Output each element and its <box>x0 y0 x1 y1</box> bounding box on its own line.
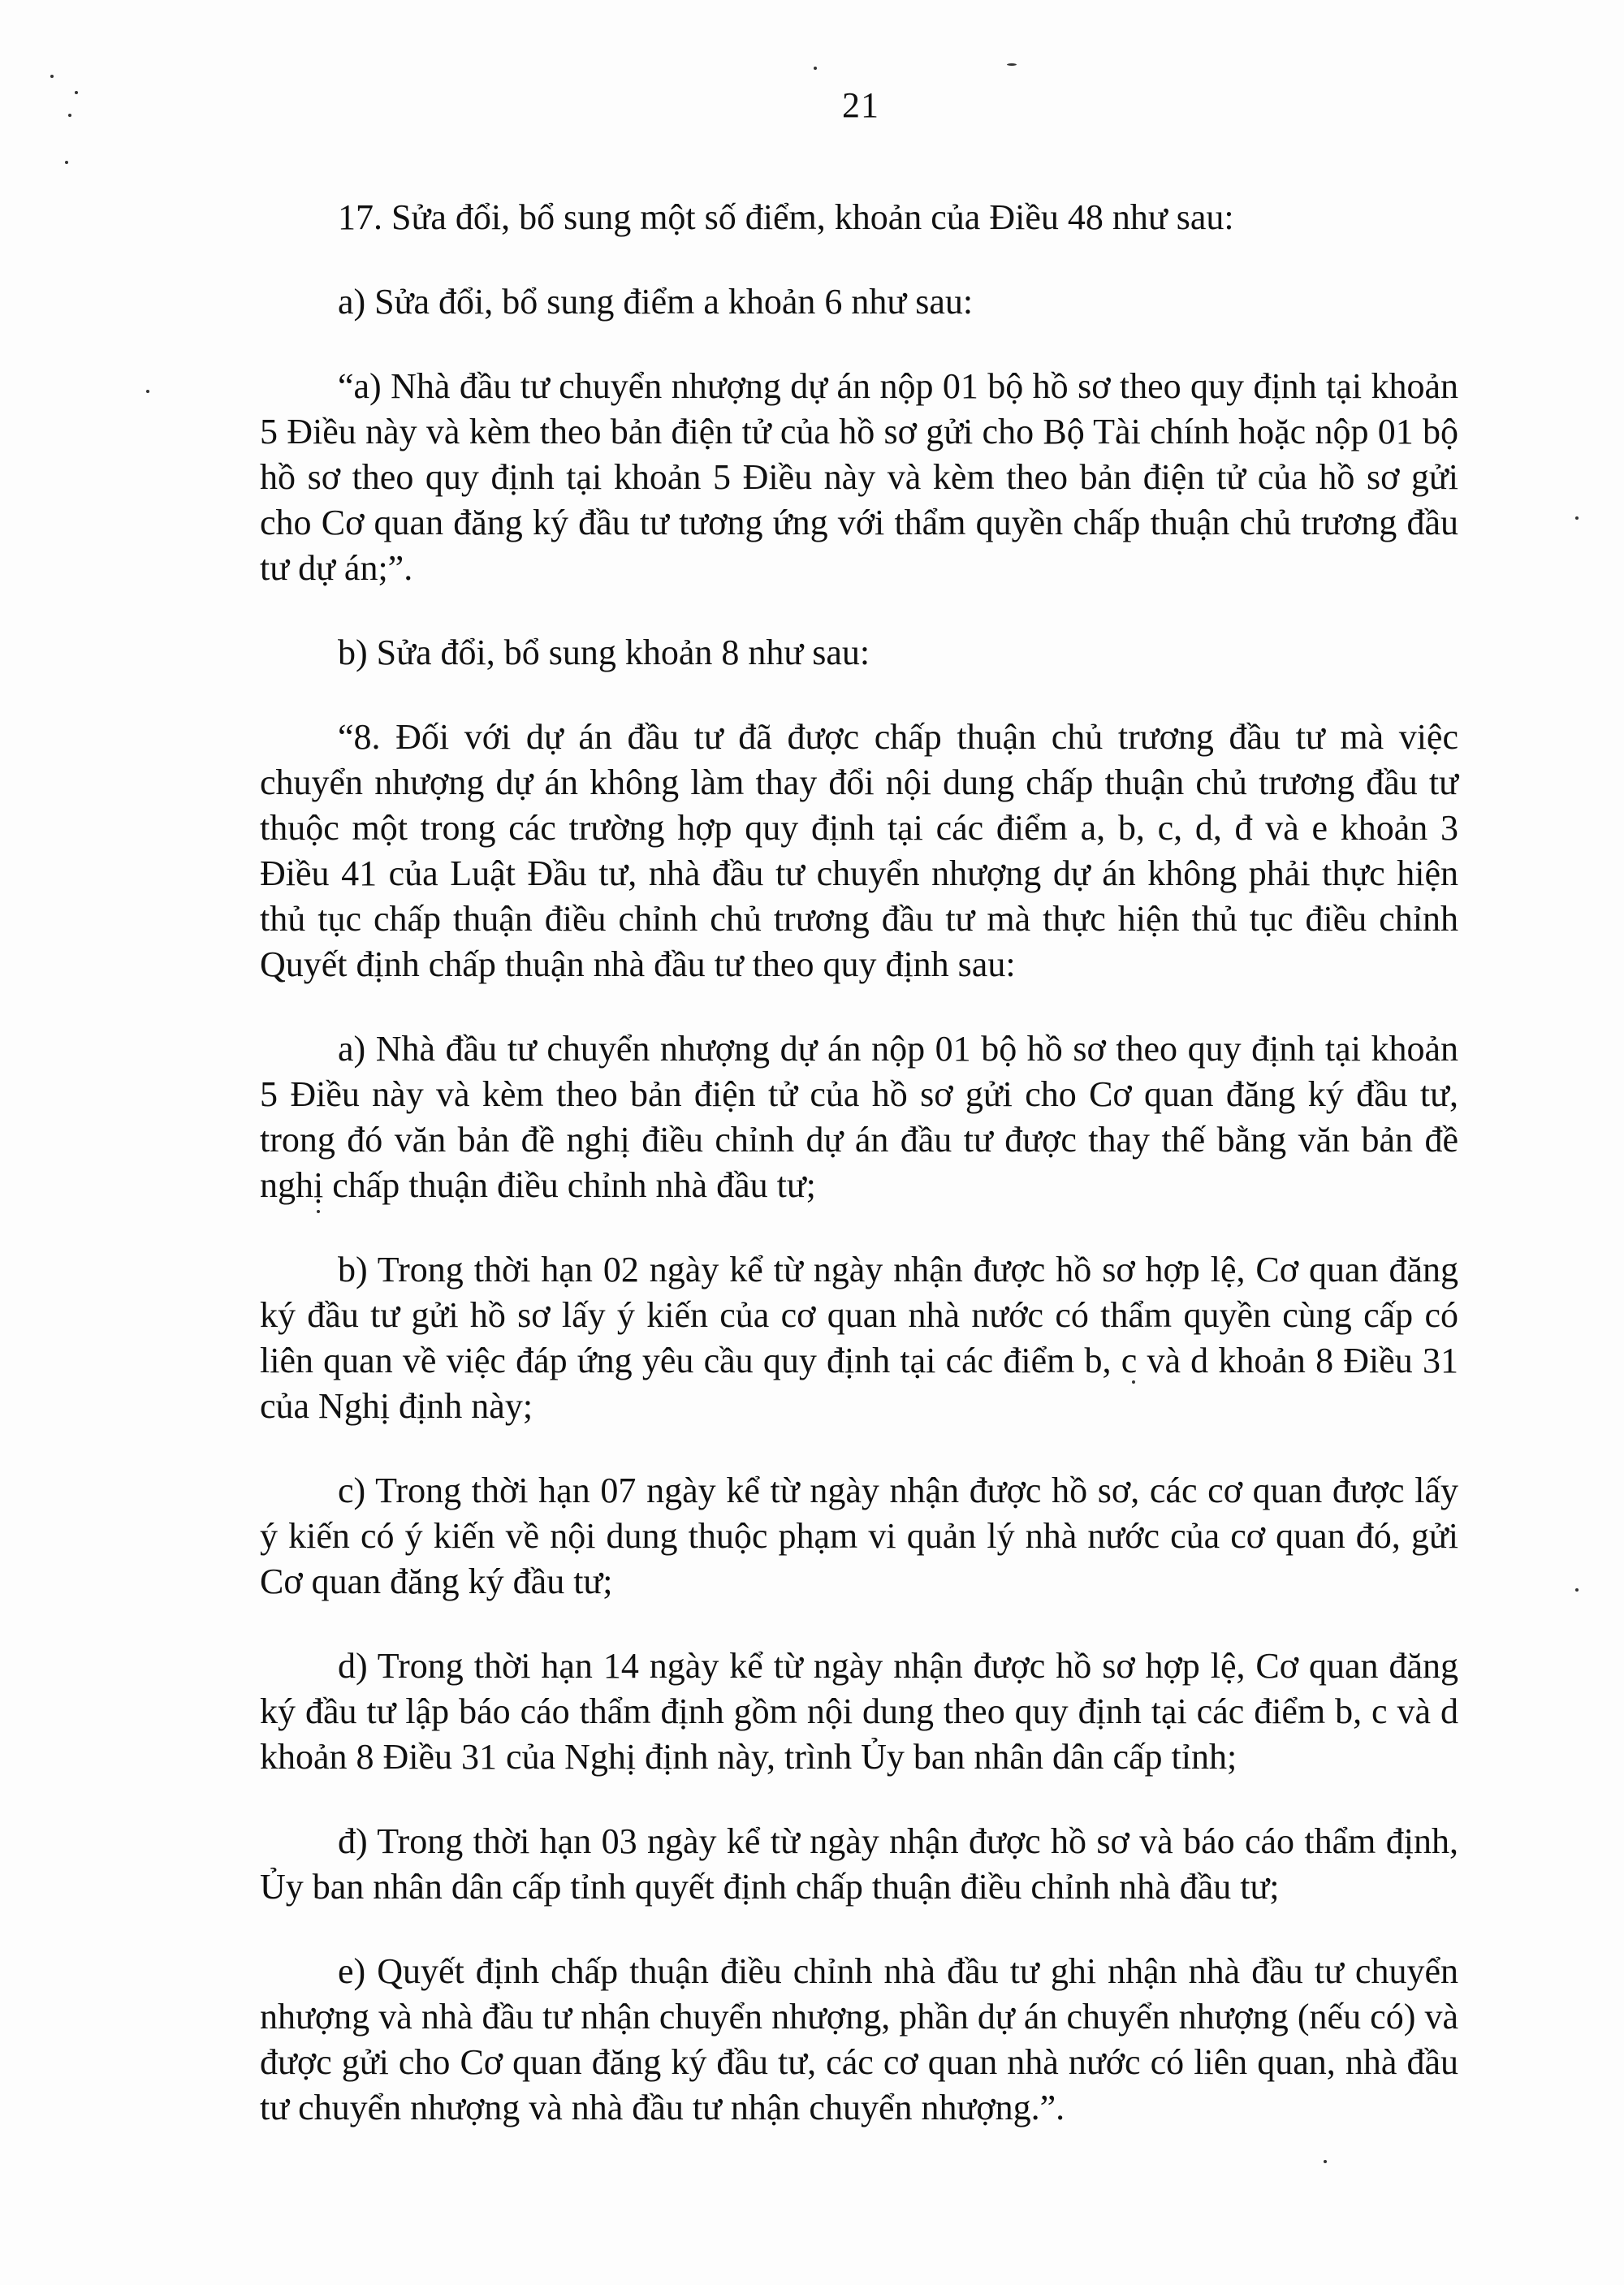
paragraph-sub-c: c) Trong thời hạn 07 ngày kể từ ngày nhận được hồ sơ, các cơ quan được lấy ý kiến có ý kiến về nội dung thuộc phạm vi quản lý nhà nước của cơ quan đó, gửi Cơ quan đăng ký đầu tư; <box>260 1471 1458 1601</box>
scan-speck <box>1575 516 1579 520</box>
paragraph-sub-e: e) Quyết định chấp thuận điều chỉnh nhà đầu tư ghi nhận nhà đầu tư chuyển nhượng và nhà đầu tư nhận chuyển nhượng, phần dự án chuyển nhượng (nếu có) và được gửi cho Cơ quan đăng ký đầu tư, các cơ quan nhà nước có liên quan, nhà đầu tư chuyển nhượng và nhà đầu tư nhận chuyển nhượng.”. <box>260 1951 1458 2127</box>
scan-speck <box>1575 1588 1579 1592</box>
paragraph-point-b: b) Sửa đổi, bổ sung khoản 8 như sau: <box>338 633 870 672</box>
paragraph-sub-a: a) Nhà đầu tư chuyển nhượng dự án nộp 01 bộ hồ sơ theo quy định tại khoản 5 Điều này và kèm theo bản điện tử của hồ sơ gửi cho Cơ quan đăng ký đầu tư, trong đó văn bản đề nghị điều chỉnh dự án đầu tư được thay thế bằng văn bản đề nghị chấp thuận điều chỉnh nhà đầu tư; <box>260 1029 1458 1205</box>
paragraph-point-a: a) Sửa đổi, bổ sung điểm a khoản 6 như sau: <box>338 282 974 322</box>
paragraph-item-17: 17. Sửa đổi, bổ sung một số điểm, khoản của Điều 48 như sau: <box>338 197 1234 237</box>
scan-speck <box>1007 63 1017 66</box>
paragraph-quoted-point-a: “a) Nhà đầu tư chuyển nhượng dự án nộp 01 bộ hồ sơ theo quy định tại khoản 5 Điều này và kèm theo bản điện tử của hồ sơ gửi cho Bộ Tài chính hoặc nộp 01 bộ hồ sơ theo quy định tại khoản 5 Điều này và kèm theo bản điện tử của hồ sơ gửi cho Cơ quan đăng ký đầu tư tương ứng với thẩm quyền chấp thuận chủ trương đầu tư dự án;”. <box>260 366 1458 588</box>
scan-speck <box>814 67 817 70</box>
paragraph-sub-dd: đ) Trong thời hạn 03 ngày kể từ ngày nhận được hồ sơ và báo cáo thẩm định, Ủy ban nhân dân cấp tỉnh quyết định chấp thuận điều chỉnh nhà đầu tư; <box>260 1821 1458 1907</box>
scan-speck <box>50 75 54 78</box>
paragraph-sub-d: d) Trong thời hạn 14 ngày kể từ ngày nhận được hồ sơ hợp lệ, Cơ quan đăng ký đầu tư lập báo cáo thẩm định gồm nội dung theo quy định tại các điểm b, c và d khoản 8 Điều 31 của Nghị định này, trình Ủy ban nhân dân cấp tỉnh; <box>260 1646 1458 1777</box>
paragraph-sub-b: b) Trong thời hạn 02 ngày kể từ ngày nhận được hồ sơ hợp lệ, Cơ quan đăng ký đầu tư gửi hồ sơ lấy ý kiến của cơ quan nhà nước có thẩm quyền cùng cấp có liên quan về việc đáp ứng yêu cầu quy định tại các điểm b, c và d khoản 8 Điều 31 của Nghị định này; <box>260 1250 1458 1426</box>
scan-speck <box>146 390 149 393</box>
page-number: 21 <box>842 85 879 125</box>
scan-speck <box>65 161 68 164</box>
document-body <box>260 195 1458 2170</box>
paragraph-quoted-clause-8: “8. Đối với dự án đầu tư đã được chấp thuận chủ trương đầu tư mà việc chuyển nhượng dự án không làm thay đổi nội dung chấp thuận chủ trương đầu tư thuộc một trong các trường hợp quy định tại các điểm a, b, c, d, đ và e khoản 3 Điều 41 của Luật Đầu tư, nhà đầu tư chuyển nhượng dự án không phải thực hiện thủ tục chấp thuận điều chỉnh chủ trương đầu tư mà thực hiện thủ tục điều chỉnh Quyết định chấp thuận nhà đầu tư theo quy định sau: <box>260 717 1458 984</box>
